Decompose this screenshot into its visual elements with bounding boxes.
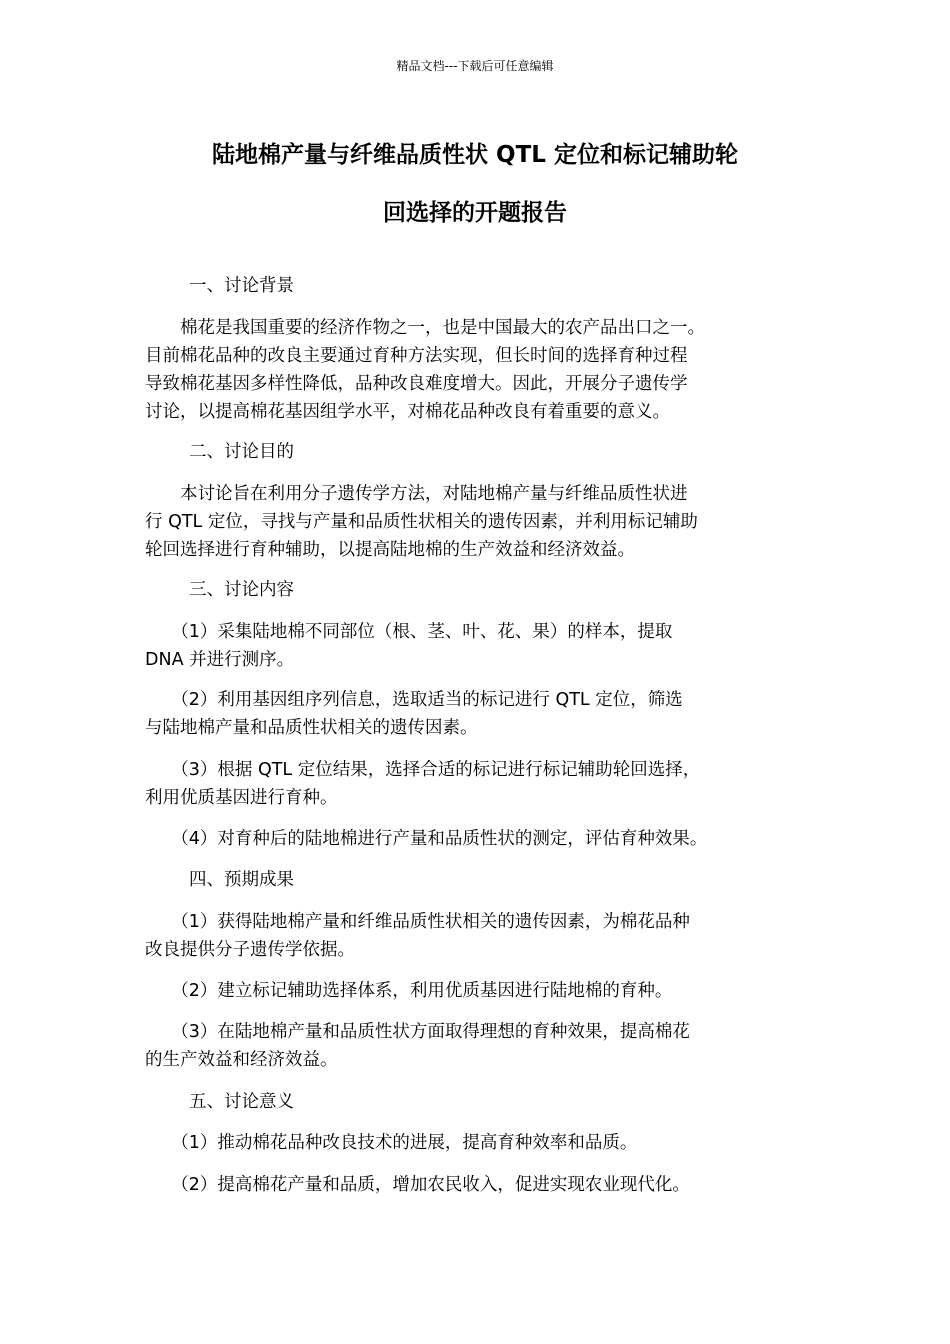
list-item-outcome-3	[145, 1018, 815, 1074]
list-item-significance-2	[145, 1171, 815, 1199]
text-line: （1）获得陆地棉产量和纤维品质性状相关的遗传因素，为棉花品种	[145, 912, 690, 932]
text-line: （1）采集陆地棉不同部位（根、茎、叶、花、果）的样本，提取	[145, 622, 673, 642]
text-line: 利用优质基因进行育种。	[145, 788, 338, 808]
text-line: 目前棉花品种的改良主要通过育种方法实现，但长时间的选择育种过程	[145, 346, 688, 366]
text-line: （2）建立标记辅助选择体系，利用优质基因进行陆地棉的育种。	[145, 981, 673, 1001]
text-line: （3）在陆地棉产量和品质性状方面取得理想的育种效果，提高棉花	[145, 1022, 690, 1042]
text-line: （4）对育种后的陆地棉进行产量和品质性状的测定，评估育种效果。	[145, 829, 708, 849]
text-line: DNA 并进行测序。	[145, 650, 295, 670]
list-item-outcome-1	[145, 908, 815, 964]
text-line: （3）根据 QTL 定位结果，选择合适的标记进行标记辅助轮回选择，	[145, 760, 701, 780]
text-line: 与陆地棉产量和品质性状相关的遗传因素。	[145, 718, 478, 738]
list-item-outcome-2	[145, 977, 815, 1005]
section-heading-purpose: 二、讨论目的	[189, 442, 294, 462]
text-line: 导致棉花基因多样性降低，品种改良难度增大。因此，开展分子遗传学	[145, 374, 688, 394]
list-item-content-2	[145, 686, 815, 742]
text-line: 改良提供分子遗传学依据。	[145, 940, 355, 960]
text-line: （2）利用基因组序列信息，选取适当的标记进行 QTL 定位，筛选	[145, 690, 683, 710]
list-item-content-1	[145, 618, 815, 674]
list-item-content-4	[145, 825, 815, 853]
text-line: 行 QTL 定位，寻找与产量和品质性状相关的遗传因素，并利用标记辅助	[145, 512, 698, 532]
section-heading-outcomes: 四、预期成果	[189, 870, 294, 890]
text-line: 讨论，以提高棉花基因组学水平，对棉花品种改良有着重要的意义。	[145, 402, 670, 422]
text-line: （1）推动棉花品种改良技术的进展，提高育种效率和品质。	[145, 1133, 638, 1153]
section-heading-significance: 五、讨论意义	[189, 1092, 294, 1112]
text-line: 本讨论旨在利用分子遗传学方法，对陆地棉产量与纤维品质性状进	[145, 484, 688, 504]
text-line: （2）提高棉花产量和品质，增加农民收入，促进实现农业现代化。	[145, 1175, 690, 1195]
list-item-content-3	[145, 756, 815, 812]
section-heading-content: 三、讨论内容	[189, 580, 294, 600]
text-line: 棉花是我国重要的经济作物之一，也是中国最大的农产品出口之一。	[145, 318, 705, 338]
page-header: 精品文档---下载后可任意编辑	[396, 59, 554, 73]
document-title-line-2: 回选择的开题报告	[383, 200, 567, 226]
paragraph-purpose	[145, 480, 815, 564]
paragraph-background	[145, 314, 815, 426]
list-item-significance-1	[145, 1129, 815, 1157]
section-heading-background: 一、讨论背景	[189, 276, 294, 296]
text-line: 轮回选择进行育种辅助，以提高陆地棉的生产效益和经济效益。	[145, 540, 635, 560]
text-line: 的生产效益和经济效益。	[145, 1050, 338, 1070]
document-title-line-1: 陆地棉产量与纤维品质性状 QTL 定位和标记辅助轮	[212, 142, 738, 168]
